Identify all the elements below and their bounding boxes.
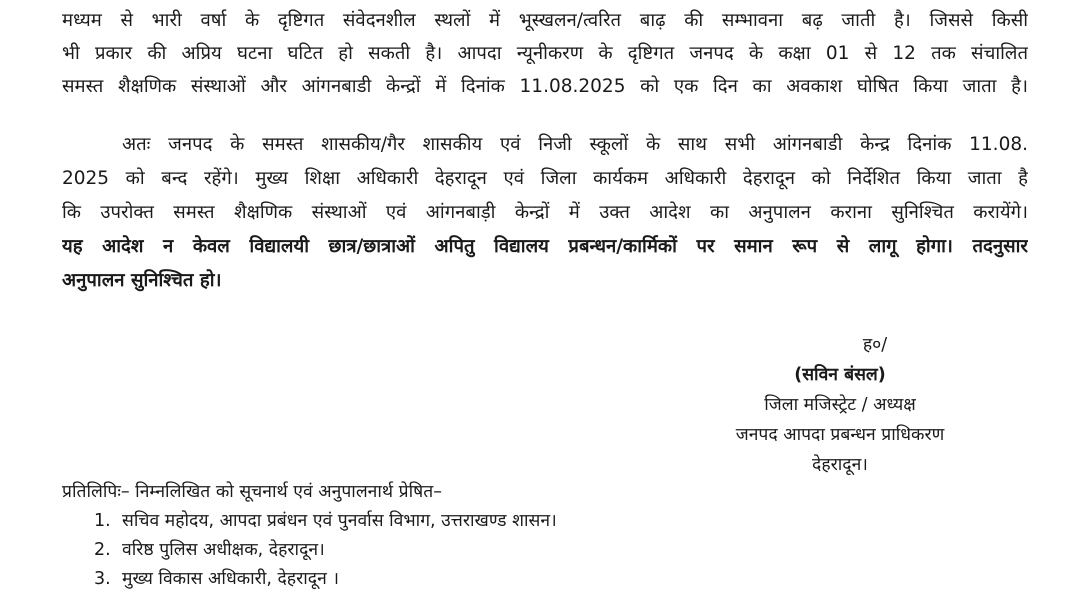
signatory-designation: जिला मजिस्ट्रेट / अध्यक्ष [764, 395, 916, 415]
list-item-text: वरिष्ठ पुलिस अधीक्षक, देहरादून। [122, 540, 325, 560]
signed-mark: ह०/ [862, 335, 888, 355]
paragraph-bold-line: यह आदेश न केवल विद्यालयी छात्र/छात्राओं अपितु विद्यालय प्रबन्धन/कार्मिकों पर समान रूप से लागू होगा। तदनुसार [62, 236, 1028, 257]
list-item-number: 3. [94, 569, 111, 589]
signatory-place: देहरादून। [812, 455, 868, 475]
list-item-text: सचिव महोदय, आपदा प्रबंधन एवं पुनर्वास विभाग, उत्तराखण्ड शासन। [122, 511, 557, 531]
paragraph-line: अतः जनपद के समस्त शासकीय/गैर शासकीय एवं निजी स्कूलों के साथ सभी आंगनबाडी केन्द्र दिनांक 11.08. [122, 134, 1028, 155]
copy-to-heading: प्रतिलिपिः– निम्नलिखित को सूचनार्थ एवं अनुपालनार्थ प्रेषित– [62, 482, 442, 502]
copy-to-list [62, 507, 962, 594]
list-item-text: मुख्य विकास अधिकारी, देहरादून । [122, 569, 339, 589]
paragraph-line: कि उपरोक्त समस्त शैक्षणिक संस्थाओं एवं आंगनबाड़ी केन्द्रों में उक्त आदेश का अनुपालन कराना सुनिश्चित करायेंगे। [62, 202, 1028, 223]
list-item [62, 565, 962, 594]
list-item [62, 536, 962, 565]
paragraph-line: 2025 को बन्द रहेंगे। मुख्य शिक्षा अधिकारी देहरादून एवं जिला कार्यकम अधिकारी देहरादून को निर्देशित किया जाता है [62, 168, 1028, 189]
paragraph-line: मध्यम से भारी वर्षा के दृष्टिगत संवेदनशील स्थलों में भूस्खलन/त्वरित बाढ़ की सम्भावना बढ़ जाती है। जिससे किसी [62, 10, 1028, 31]
list-item-number: 2. [94, 540, 111, 560]
signatory-name: (सविन बंसल) [794, 365, 886, 385]
paragraph-holiday-reason [62, 4, 1028, 103]
signature-block [690, 330, 990, 480]
list-item-number: 1. [94, 511, 111, 531]
copy-to-section [62, 478, 962, 594]
paragraph-order [62, 128, 1028, 298]
paragraph-bold-line: अनुपालन सुनिश्चित हो। [62, 270, 222, 291]
list-item [62, 507, 962, 536]
paragraph-line: भी प्रकार की अप्रिय घटना घटित हो सकती है। आपदा न्यूनीकरण के दृष्टिगत जनपद के कक्षा 01 से 12 तक संचालित [62, 43, 1028, 64]
signatory-authority: जनपद आपदा प्रबन्धन प्राधिकरण [735, 425, 945, 445]
paragraph-line: समस्त शैक्षणिक संस्थाओं और आंगनबाडी केन्द्रों में दिनांक 11.08.2025 को एक दिन का अवकाश घोषित किया जाता है। [62, 76, 1028, 97]
